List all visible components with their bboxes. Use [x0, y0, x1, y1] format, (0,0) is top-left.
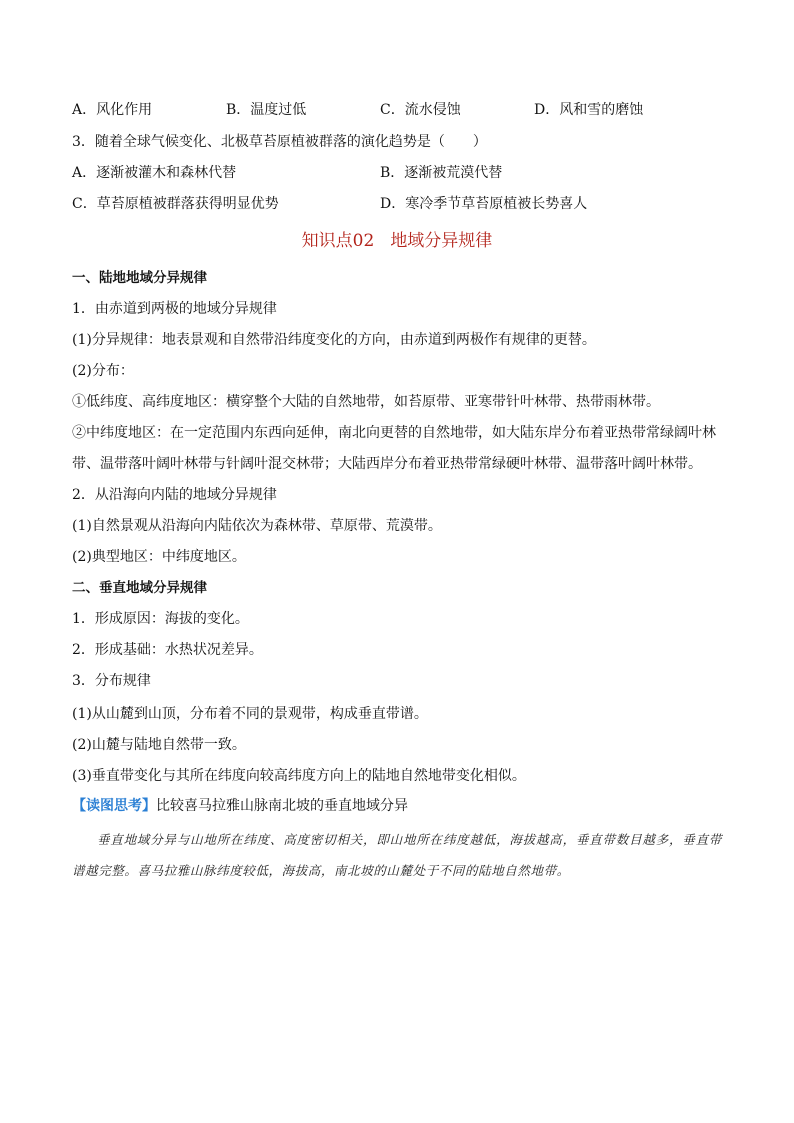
section2-line: (2)山麓与陆地自然带一致。 — [72, 737, 246, 753]
section1-line: ②中纬度地区：在一定范围内东西向延伸，南北向更替的自然地带，如大陆东岸分布着亚热带常绿阔叶林 — [72, 425, 716, 441]
section1-line: 1．由赤道到两极的地域分异规律 — [72, 301, 277, 317]
section1-line: 带、温带落叶阔叶林带与针阔叶混交林带；大陆西岸分布着亚热带常绿硬叶林带、温带落叶阔叶林带。 — [72, 456, 702, 472]
q3-option-d: D．寒冷季节草苔原植被长势喜人 — [380, 196, 588, 212]
q3-option-b: B．逐渐被荒漠代替 — [380, 165, 503, 181]
reading-title: 比较喜马拉雅山脉南北坡的垂直地域分异 — [156, 798, 408, 814]
reading-paragraph: 垂直地域分异与山地所在纬度、高度密切相关，即山地所在纬度越低，海拔越高，垂直带数目越多，垂直带谱越完整。喜马拉雅山脉纬度较低，海拔高，南北坡的山麓处于不同的陆地自然地带。 — [72, 832, 722, 878]
q3-stem: 3．随着全球气候变化、北极草苔原植被群落的演化趋势是（ ） — [72, 134, 487, 150]
section1-title: 一、陆地地域分异规律 — [72, 270, 207, 286]
q3-option-c: C．草苔原植被群落获得明显优势 — [72, 196, 279, 212]
section2-title: 二、垂直地域分异规律 — [72, 580, 207, 596]
q3-option-a: A．逐渐被灌木和森林代替 — [72, 165, 237, 181]
section2-line: (1)从山麓到山顶，分布着不同的景观带，构成垂直带谱。 — [72, 706, 428, 722]
section1-line: ①低纬度、高纬度地区：横穿整个大陆的自然地带，如苔原带、亚寒带针叶林带、热带雨林带。 — [72, 394, 660, 410]
q2-option-b: B．温度过低 — [226, 102, 307, 118]
knowledge-point-title: 地域分异规律 — [390, 231, 493, 251]
q2-option-d: D．风和雪的磨蚀 — [534, 102, 644, 118]
knowledge-point-heading — [0, 229, 794, 253]
section2-line: 1．形成原因：海拔的变化。 — [72, 611, 249, 627]
reading-tag: 【读图思考】 — [72, 798, 156, 814]
section1-line: (2)典型地区：中纬度地区。 — [72, 549, 246, 565]
q2-option-a: A．风化作用 — [72, 102, 153, 118]
q2-option-c: C．流水侵蚀 — [380, 102, 461, 118]
section2-line: 2．形成基础：水热状况差异。 — [72, 642, 263, 658]
knowledge-point-number: 知识点02 — [301, 231, 375, 251]
reading-heading — [72, 796, 408, 816]
section2-line: (3)垂直带变化与其所在纬度向较高纬度方向上的陆地自然地带变化相似。 — [72, 768, 526, 784]
section1-line: 2．从沿海向内陆的地域分异规律 — [72, 487, 277, 503]
section1-line: (1)自然景观从沿海向内陆依次为森林带、草原带、荒漠带。 — [72, 518, 442, 534]
section2-line: 3．分布规律 — [72, 673, 151, 689]
section1-line: (2)分布： — [72, 363, 134, 379]
section1-line: (1)分异规律：地表景观和自然带沿纬度变化的方向，由赤道到两极作有规律的更替。 — [72, 332, 596, 348]
